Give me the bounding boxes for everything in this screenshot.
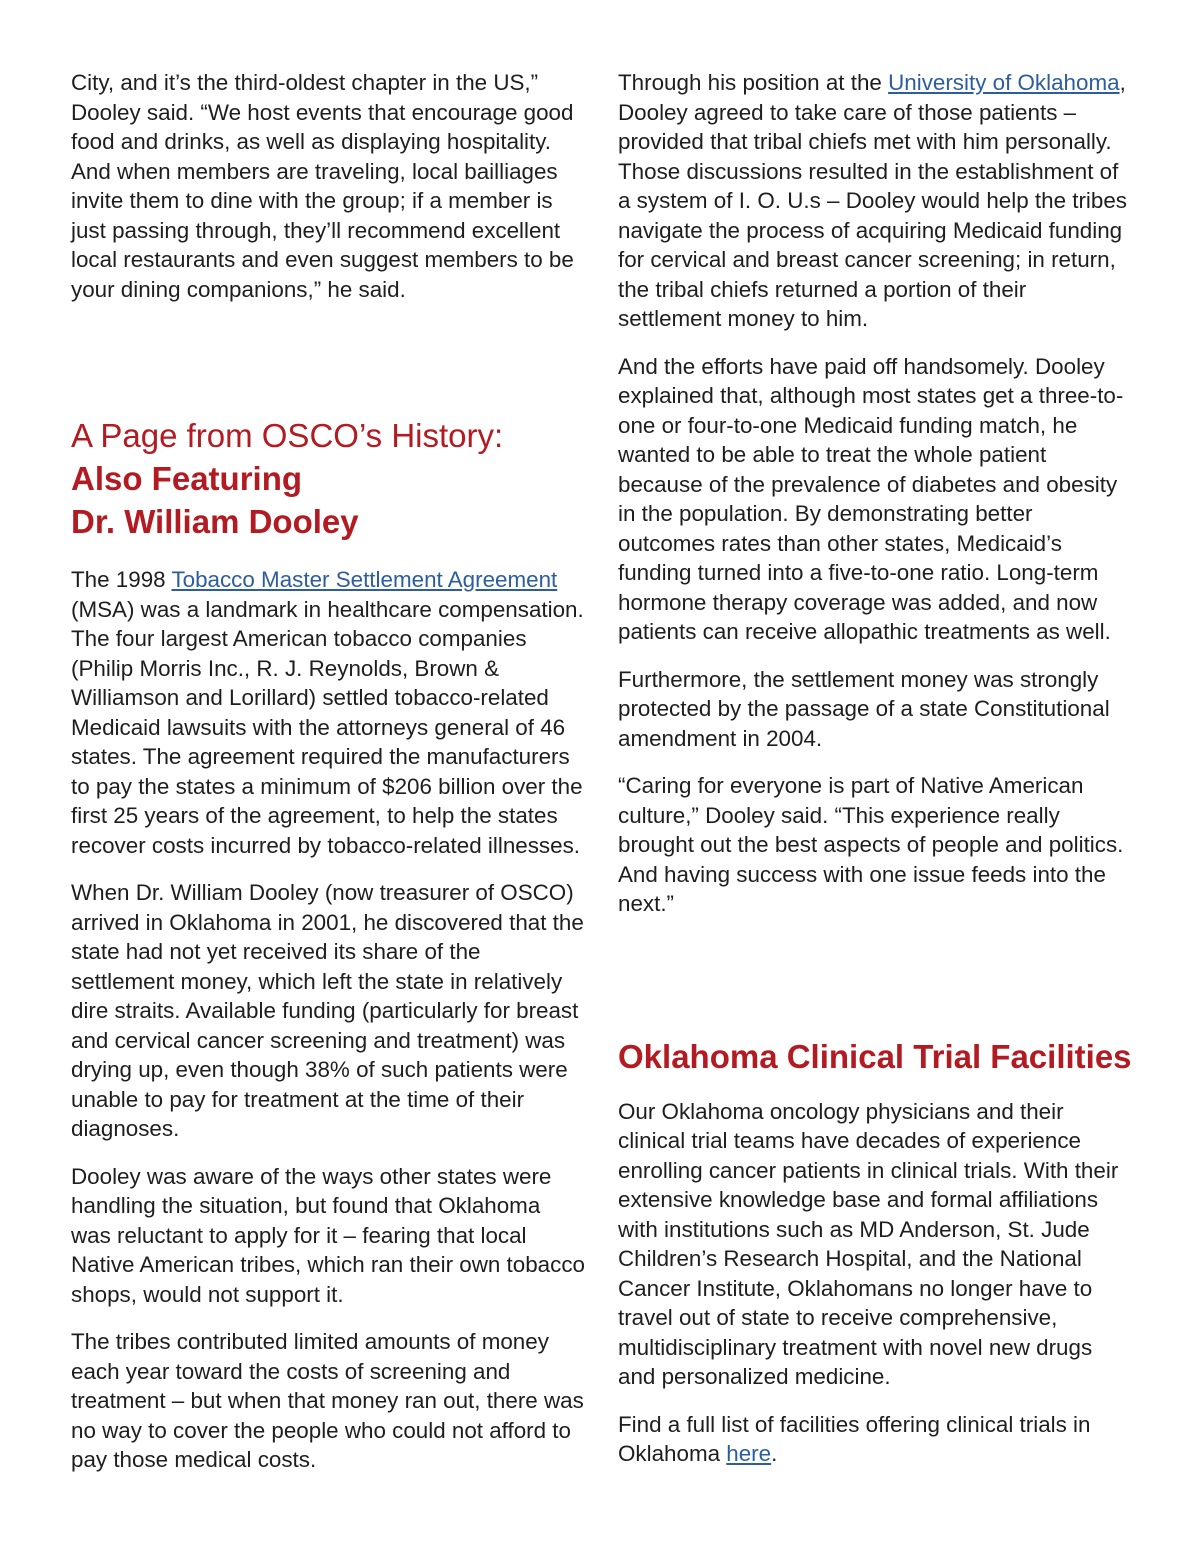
find-suffix: . bbox=[771, 1441, 778, 1466]
msa-paragraph bbox=[71, 565, 585, 860]
here-link[interactable]: here bbox=[726, 1441, 772, 1466]
history-heading-line2: Also Featuring bbox=[71, 460, 303, 497]
tribes-paragraph: The tribes contributed limited amounts of money each year toward the costs of screening and treatment – but when that money ran out, there was no way to cover the people who could not afford to pay those medical costs. bbox=[71, 1329, 584, 1472]
efforts-paragraph: And the efforts have paid off handsomely. Dooley explained that, although most states get a three-to-one or four-to-one Medicaid funding match, he wanted to be able to treat the whole patient because of the prevalence of diabetes and obesity in the population. By demonstrating better outcomes rates than other states, Medicaid’s funding turned into a five-to-one ratio. Long-term hormone therapy coverage was added, and now patients can receive allopathic treatments as well. bbox=[618, 353, 1124, 644]
history-heading-line3: Dr. William Dooley bbox=[71, 503, 359, 540]
msa-link[interactable]: Tobacco Master Settlement Agreement bbox=[171, 567, 558, 592]
msa-suffix: (MSA) was a landmark in healthcare compensation. The four largest American tobacco companies (Philip Morris Inc., R. J. Reynolds, Brown & Williamson and Lorillard) settled tobacco-related Medicaid lawsuits with the attorneys general of 46 states. The agreement required the manufacturers to pay the states a minimum of $206 billion over the first 25 years of the agreement, to help the states recover costs incurred by tobacco-related illnesses. bbox=[71, 596, 584, 858]
dooley-arrival-paragraph: When Dr. William Dooley (now treasurer of OSCO) arrived in Oklahoma in 2001, he discovered that the state had not yet received its share of the settlement money, which left the state in relatively dire straits. Available funding (particularly for breast and cervical cancer screening and treatment) was drying up, even though 38% of such patients were unable to pay for treatment at the time of their diagnoses. bbox=[71, 880, 584, 1141]
ou-suffix: , Dooley agreed to take care of those patients – provided that tribal chiefs met with him personally. Those discussions resulted in the establishment of a system of I. O. U.s – Dooley would help the tribes navigate the process of acquiring Medicaid funding for cervical and breast cancer screening; in return, the tribal chiefs returned a portion of their settlement money to him. bbox=[618, 70, 1127, 331]
intro-paragraph: City, and it’s the third-oldest chapter in the US,” Dooley said. “We host events that encourage good food and drinks, as well as displaying hospitality. And when members are traveling, local bailliages invite them to dine with the group; if a member is just passing through, they’ll recommend excellent local restaurants and even suggest members to be your dining companions,” he said. bbox=[71, 70, 574, 302]
caring-quote-paragraph: “Caring for everyone is part of Native American culture,” Dooley said. “This experience really brought out the best aspects of people and politics. And having success with one issue feeds into the next.” bbox=[618, 773, 1124, 916]
facilities-paragraph: Our Oklahoma oncology physicians and their clinical trial teams have decades of experience enrolling cancer patients in clinical trials. With their extensive knowledge base and formal affiliations with institutions such as MD Anderson, St. Jude Children’s Research Hospital, and the National Cancer Institute, Oklahomans no longer have to travel out of state to receive comprehensive, multidisciplinary treatment with novel new drugs and personalized medicine. bbox=[618, 1098, 1119, 1389]
find-prefix: Find a full list of facilities offering clinical trials in Oklahoma bbox=[618, 1411, 1091, 1466]
left-column bbox=[71, 68, 585, 1493]
facilities-heading: Oklahoma Clinical Trial Facilities bbox=[618, 1037, 1132, 1075]
settlement-protected-paragraph: Furthermore, the settlement money was strongly protected by the passage of a state Constitutional amendment in 2004. bbox=[618, 666, 1110, 751]
history-heading-line1: A Page from OSCO’s History: bbox=[71, 417, 504, 454]
right-column bbox=[618, 68, 1132, 1487]
ou-paragraph bbox=[618, 68, 1132, 334]
msa-prefix: The 1998 bbox=[71, 567, 172, 592]
university-of-oklahoma-link[interactable]: University of Oklahoma bbox=[888, 70, 1120, 95]
ou-prefix: Through his position at the bbox=[618, 70, 889, 95]
find-facilities-paragraph bbox=[618, 1410, 1132, 1469]
dooley-aware-paragraph: Dooley was aware of the ways other states were handling the situation, but found that Oklahoma was reluctant to apply for it – fearing that local Native American tribes, which ran their own tobacco shops, would not support it. bbox=[71, 1163, 585, 1307]
history-heading bbox=[71, 414, 585, 543]
